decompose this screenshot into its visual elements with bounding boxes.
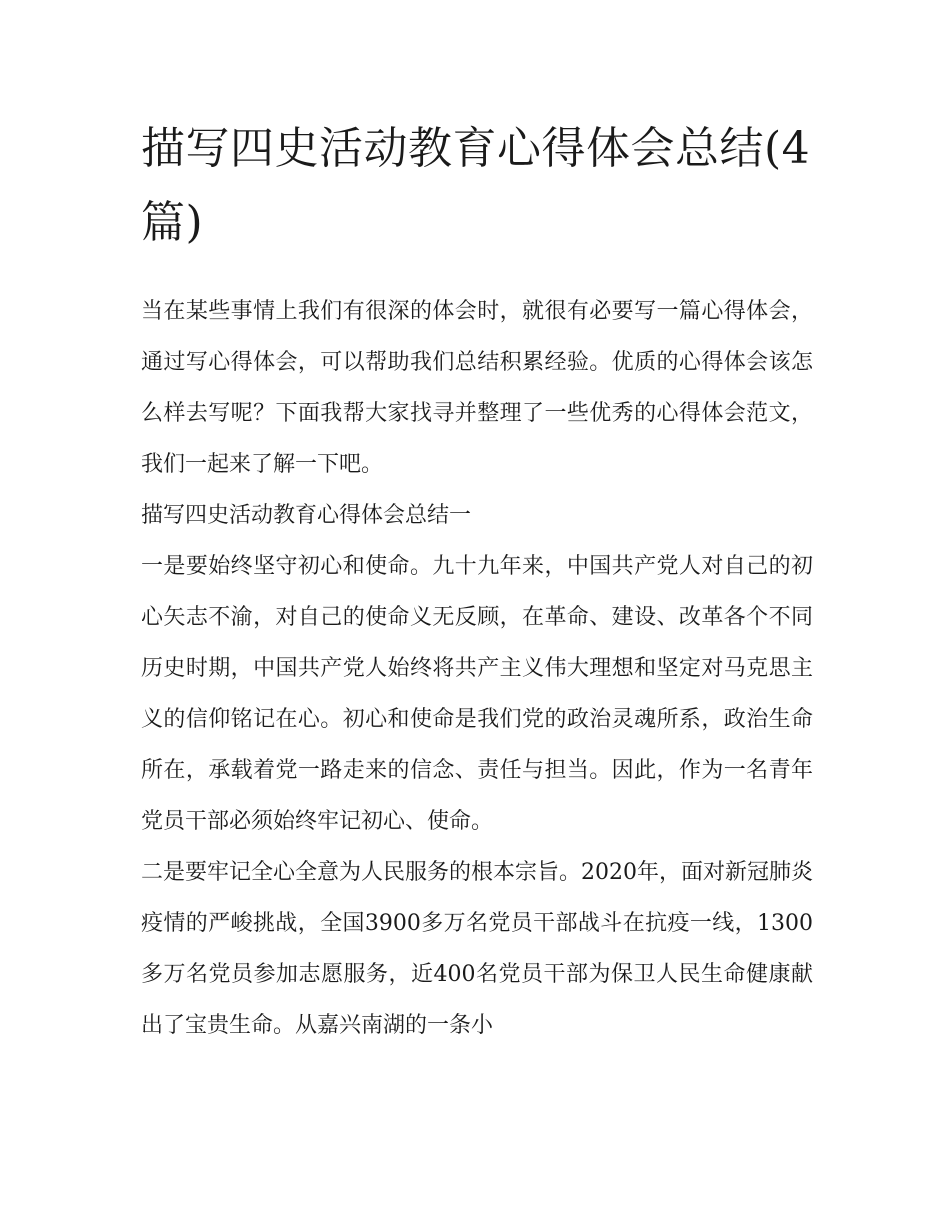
body-paragraph-2: 二是要牢记全心全意为人民服务的根本宗旨。2020年，面对新冠肺炎疫情的严峻挑战，全国3900多万名党员干部战斗在抗疫一线，1300多万名党员参加志愿服务，近400名党员干部为保卫人民生命健康献出了宝贵生命。从嘉兴南湖的一条小 <box>141 860 813 1038</box>
body-paragraph-1: 一是要始终坚守初心和使命。九十九年来，中国共产党人对自己的初心矢志不渝，对自己的使命义无反顾，在革命、建设、改革各个不同历史时期，中国共产党人始终将共产主义伟大理想和坚定对马克思主义的信仰铭记在心。初心和使命是我们党的政治灵魂所系，政治生命所在，承载着党一路走来的信念、责任与担当。因此，作为一名青年党员干部必须始终牢记初心、使命。 <box>141 554 813 834</box>
intro-paragraph: 当在某些事情上我们有很深的体会时，就很有必要写一篇心得体会，通过写心得体会，可以帮助我们总结积累经验。优质的心得体会该怎么样去写呢？下面我帮大家找寻并整理了一些优秀的心得体会范文，我们一起来了解一下吧。 <box>141 299 813 477</box>
document-content <box>141 112 813 1051</box>
document-title: 描写四史活动教育心得体会总结(4篇) <box>141 123 811 248</box>
document-body <box>141 286 813 1051</box>
section-heading: 描写四史活动教育心得体会总结一 <box>141 503 472 528</box>
